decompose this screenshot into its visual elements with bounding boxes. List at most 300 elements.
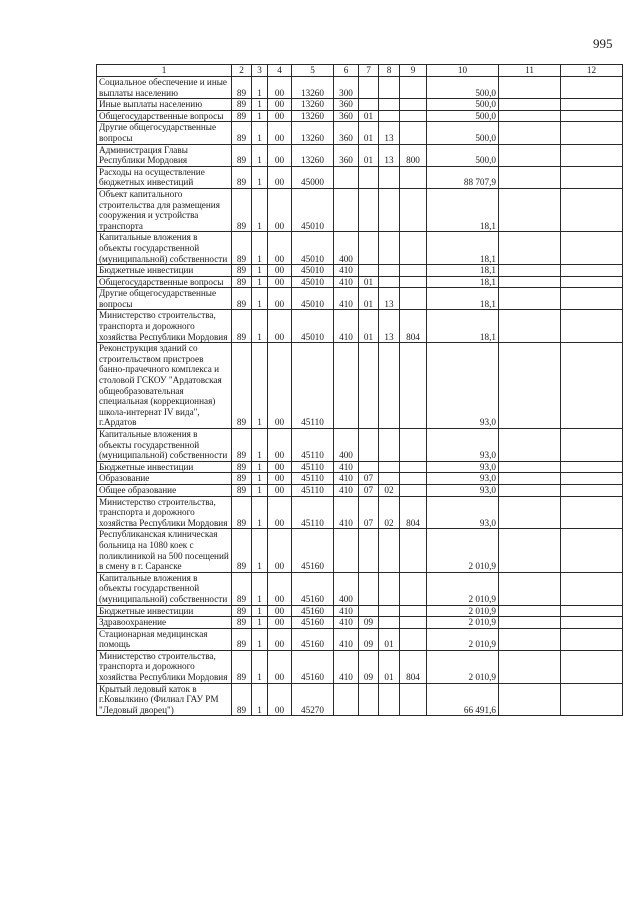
row-name: Социальное обеспечение и иные выплаты населению xyxy=(97,77,232,99)
section-code: 1 xyxy=(252,628,268,650)
budget-code: 89 xyxy=(232,310,252,343)
budget-code: 89 xyxy=(232,288,252,310)
amount: 18,1 xyxy=(427,288,499,310)
row-name: Министерство строительства, транспорта и дорожного хозяйства Республики Мордовия xyxy=(97,650,232,683)
subchapter-code xyxy=(379,77,400,99)
amount: 500,0 xyxy=(427,77,499,99)
empty-cell-col-11 xyxy=(499,310,561,343)
budget-code: 89 xyxy=(232,529,252,572)
empty-cell-col-11 xyxy=(499,529,561,572)
target-article-code: 45110 xyxy=(292,343,334,429)
expense-type-code: 410 xyxy=(334,265,359,277)
subchapter-code: 02 xyxy=(379,484,400,496)
empty-cell-col-12 xyxy=(561,628,623,650)
chapter-code xyxy=(359,605,379,617)
budget-code: 89 xyxy=(232,683,252,716)
expense-type-code: 400 xyxy=(334,429,359,462)
section-code: 1 xyxy=(252,617,268,629)
column-header: 5 xyxy=(292,65,334,77)
subchapter-code xyxy=(379,276,400,288)
empty-cell-col-11 xyxy=(499,232,561,265)
table-row xyxy=(97,484,623,496)
budget-code: 89 xyxy=(232,473,252,485)
subsection-code: 00 xyxy=(268,650,292,683)
subchapter-code xyxy=(379,166,400,188)
subchapter-code xyxy=(379,232,400,265)
table-row xyxy=(97,605,623,617)
amount: 93,0 xyxy=(427,461,499,473)
row-name: Другие общегосударственные вопросы xyxy=(97,122,232,144)
empty-cell-col-11 xyxy=(499,99,561,111)
empty-cell-col-11 xyxy=(499,144,561,166)
row-name: Капитальные вложения в объекты государственной (муниципальной) собственности xyxy=(97,232,232,265)
budget-code: 89 xyxy=(232,496,252,529)
target-article-code: 45110 xyxy=(292,473,334,485)
department-code: 804 xyxy=(400,650,427,683)
budget-code: 89 xyxy=(232,628,252,650)
chapter-code xyxy=(359,461,379,473)
chapter-code xyxy=(359,429,379,462)
table-row xyxy=(97,232,623,265)
section-code: 1 xyxy=(252,650,268,683)
budget-code: 89 xyxy=(232,77,252,99)
chapter-code xyxy=(359,77,379,99)
empty-cell-col-12 xyxy=(561,122,623,144)
section-code: 1 xyxy=(252,188,268,231)
chapter-code xyxy=(359,265,379,277)
department-code xyxy=(400,166,427,188)
chapter-code xyxy=(359,166,379,188)
amount: 500,0 xyxy=(427,99,499,111)
section-code: 1 xyxy=(252,461,268,473)
amount: 93,0 xyxy=(427,429,499,462)
department-code xyxy=(400,99,427,111)
subchapter-code xyxy=(379,683,400,716)
subchapter-code xyxy=(379,473,400,485)
section-code: 1 xyxy=(252,484,268,496)
department-code xyxy=(400,529,427,572)
empty-cell-col-11 xyxy=(499,572,561,605)
subsection-code: 00 xyxy=(268,484,292,496)
department-code xyxy=(400,110,427,122)
budget-code: 89 xyxy=(232,461,252,473)
expense-type-code: 410 xyxy=(334,605,359,617)
target-article-code: 45010 xyxy=(292,188,334,231)
table-row xyxy=(97,429,623,462)
section-code: 1 xyxy=(252,122,268,144)
empty-cell-col-12 xyxy=(561,650,623,683)
department-code: 804 xyxy=(400,310,427,343)
empty-cell-col-11 xyxy=(499,429,561,462)
expense-type-code: 410 xyxy=(334,276,359,288)
amount: 18,1 xyxy=(427,232,499,265)
table-row xyxy=(97,683,623,716)
page-number: 995 xyxy=(593,36,613,51)
chapter-code xyxy=(359,188,379,231)
expense-type-code: 410 xyxy=(334,461,359,473)
amount: 18,1 xyxy=(427,310,499,343)
department-code xyxy=(400,461,427,473)
subsection-code: 00 xyxy=(268,232,292,265)
target-article-code: 45160 xyxy=(292,572,334,605)
empty-cell-col-12 xyxy=(561,461,623,473)
row-name: Общегосударственные вопросы xyxy=(97,110,232,122)
budget-code: 89 xyxy=(232,429,252,462)
department-code xyxy=(400,617,427,629)
target-article-code: 45000 xyxy=(292,166,334,188)
amount: 18,1 xyxy=(427,188,499,231)
expense-type-code: 410 xyxy=(334,310,359,343)
target-article-code: 45010 xyxy=(292,265,334,277)
chapter-code xyxy=(359,343,379,429)
section-code: 1 xyxy=(252,110,268,122)
empty-cell-col-11 xyxy=(499,473,561,485)
section-code: 1 xyxy=(252,572,268,605)
subsection-code: 00 xyxy=(268,288,292,310)
empty-cell-col-11 xyxy=(499,166,561,188)
empty-cell-col-12 xyxy=(561,77,623,99)
empty-cell-col-11 xyxy=(499,484,561,496)
empty-cell-col-11 xyxy=(499,110,561,122)
chapter-code: 01 xyxy=(359,276,379,288)
empty-cell-col-12 xyxy=(561,232,623,265)
subchapter-code xyxy=(379,265,400,277)
target-article-code: 13260 xyxy=(292,99,334,111)
subchapter-code xyxy=(379,188,400,231)
target-article-code: 45110 xyxy=(292,429,334,462)
section-code: 1 xyxy=(252,529,268,572)
subchapter-code: 13 xyxy=(379,122,400,144)
amount: 2 010,9 xyxy=(427,617,499,629)
column-header: 11 xyxy=(499,65,561,77)
empty-cell-col-11 xyxy=(499,650,561,683)
empty-cell-col-11 xyxy=(499,276,561,288)
chapter-code: 07 xyxy=(359,484,379,496)
amount: 18,1 xyxy=(427,265,499,277)
subsection-code: 00 xyxy=(268,683,292,716)
empty-cell-col-12 xyxy=(561,288,623,310)
row-name: Общегосударственные вопросы xyxy=(97,276,232,288)
subsection-code: 00 xyxy=(268,605,292,617)
empty-cell-col-12 xyxy=(561,496,623,529)
chapter-code: 01 xyxy=(359,122,379,144)
subsection-code: 00 xyxy=(268,461,292,473)
empty-cell-col-12 xyxy=(561,683,623,716)
empty-cell-col-12 xyxy=(561,110,623,122)
department-code xyxy=(400,232,427,265)
amount: 500,0 xyxy=(427,122,499,144)
subchapter-code xyxy=(379,617,400,629)
section-code: 1 xyxy=(252,99,268,111)
table-row xyxy=(97,144,623,166)
empty-cell-col-12 xyxy=(561,429,623,462)
column-header: 10 xyxy=(427,65,499,77)
row-name: Стационарная медицинская помощь xyxy=(97,628,232,650)
expense-type-code xyxy=(334,188,359,231)
subsection-code: 00 xyxy=(268,122,292,144)
row-name: Расходы на осуществление бюджетных инвестиций xyxy=(97,166,232,188)
amount: 2 010,9 xyxy=(427,628,499,650)
department-code xyxy=(400,484,427,496)
empty-cell-col-11 xyxy=(499,461,561,473)
amount: 93,0 xyxy=(427,484,499,496)
department-code xyxy=(400,122,427,144)
empty-cell-col-11 xyxy=(499,496,561,529)
expense-type-code: 410 xyxy=(334,650,359,683)
subchapter-code: 13 xyxy=(379,310,400,343)
empty-cell-col-12 xyxy=(561,484,623,496)
subsection-code: 00 xyxy=(268,572,292,605)
section-code: 1 xyxy=(252,265,268,277)
table-row xyxy=(97,572,623,605)
budget-code: 89 xyxy=(232,188,252,231)
department-code xyxy=(400,77,427,99)
department-code: 800 xyxy=(400,144,427,166)
expense-type-code xyxy=(334,166,359,188)
subsection-code: 00 xyxy=(268,496,292,529)
expense-type-code: 360 xyxy=(334,99,359,111)
target-article-code: 45160 xyxy=(292,605,334,617)
subchapter-code xyxy=(379,343,400,429)
empty-cell-col-12 xyxy=(561,166,623,188)
section-code: 1 xyxy=(252,605,268,617)
subsection-code: 00 xyxy=(268,166,292,188)
department-code xyxy=(400,473,427,485)
amount: 2 010,9 xyxy=(427,605,499,617)
empty-cell-col-12 xyxy=(561,605,623,617)
budget-code: 89 xyxy=(232,166,252,188)
empty-cell-col-11 xyxy=(499,265,561,277)
empty-cell-col-12 xyxy=(561,310,623,343)
section-code: 1 xyxy=(252,276,268,288)
table-row xyxy=(97,496,623,529)
target-article-code: 45010 xyxy=(292,288,334,310)
row-name: Министерство строительства, транспорта и дорожного хозяйства Республики Мордовия xyxy=(97,496,232,529)
chapter-code xyxy=(359,529,379,572)
table-row xyxy=(97,276,623,288)
budget-code: 89 xyxy=(232,144,252,166)
chapter-code: 09 xyxy=(359,650,379,683)
subsection-code: 00 xyxy=(268,188,292,231)
expense-type-code: 410 xyxy=(334,628,359,650)
department-code xyxy=(400,628,427,650)
table-row xyxy=(97,77,623,99)
budget-code: 89 xyxy=(232,99,252,111)
amount: 500,0 xyxy=(427,144,499,166)
row-name: Бюджетные инвестиции xyxy=(97,265,232,277)
row-name: Образование xyxy=(97,473,232,485)
chapter-code xyxy=(359,683,379,716)
chapter-code: 09 xyxy=(359,628,379,650)
empty-cell-col-11 xyxy=(499,77,561,99)
subchapter-code xyxy=(379,429,400,462)
section-code: 1 xyxy=(252,288,268,310)
column-header: 4 xyxy=(268,65,292,77)
target-article-code: 45160 xyxy=(292,628,334,650)
target-article-code: 13260 xyxy=(292,122,334,144)
amount: 500,0 xyxy=(427,110,499,122)
row-name: Администрация Главы Республики Мордовия xyxy=(97,144,232,166)
subsection-code: 00 xyxy=(268,99,292,111)
amount: 93,0 xyxy=(427,343,499,429)
target-article-code: 45110 xyxy=(292,461,334,473)
expense-type-code: 360 xyxy=(334,110,359,122)
expense-type-code: 410 xyxy=(334,617,359,629)
target-article-code: 45110 xyxy=(292,484,334,496)
target-article-code: 45010 xyxy=(292,232,334,265)
empty-cell-col-11 xyxy=(499,122,561,144)
empty-cell-col-12 xyxy=(561,473,623,485)
row-name: Капитальные вложения в объекты государственной (муниципальной) собственности xyxy=(97,429,232,462)
column-header: 12 xyxy=(561,65,623,77)
row-name: Здравоохранение xyxy=(97,617,232,629)
subsection-code: 00 xyxy=(268,310,292,343)
expense-type-code xyxy=(334,683,359,716)
empty-cell-col-12 xyxy=(561,572,623,605)
department-code xyxy=(400,343,427,429)
empty-cell-col-12 xyxy=(561,265,623,277)
table-row xyxy=(97,99,623,111)
expense-type-code xyxy=(334,529,359,572)
table-row xyxy=(97,343,623,429)
department-code xyxy=(400,572,427,605)
subsection-code: 00 xyxy=(268,77,292,99)
row-name: Реконструкция зданий со строительством пристроев банно-прачечного комплекса и столовой ГСКОУ "Ардатовская общеобразовательная специальная (коррекционная) школа-интернат IV вида", г.Ардатов xyxy=(97,343,232,429)
empty-cell-col-12 xyxy=(561,144,623,166)
expense-type-code: 360 xyxy=(334,122,359,144)
department-code: 804 xyxy=(400,496,427,529)
empty-cell-col-12 xyxy=(561,343,623,429)
row-name: Бюджетные инвестиции xyxy=(97,605,232,617)
department-code xyxy=(400,683,427,716)
table-header-row xyxy=(97,65,623,77)
section-code: 1 xyxy=(252,496,268,529)
expense-type-code: 410 xyxy=(334,484,359,496)
budget-code: 89 xyxy=(232,276,252,288)
expense-type-code: 410 xyxy=(334,288,359,310)
chapter-code: 09 xyxy=(359,617,379,629)
empty-cell-col-11 xyxy=(499,343,561,429)
subsection-code: 00 xyxy=(268,144,292,166)
expense-type-code: 410 xyxy=(334,496,359,529)
budget-code: 89 xyxy=(232,617,252,629)
section-code: 1 xyxy=(252,683,268,716)
budget-code: 89 xyxy=(232,110,252,122)
expense-type-code: 410 xyxy=(334,473,359,485)
amount: 2 010,9 xyxy=(427,650,499,683)
row-name: Другие общегосударственные вопросы xyxy=(97,288,232,310)
column-header: 6 xyxy=(334,65,359,77)
subsection-code: 00 xyxy=(268,110,292,122)
target-article-code: 45160 xyxy=(292,617,334,629)
column-header: 1 xyxy=(97,65,232,77)
subsection-code: 00 xyxy=(268,429,292,462)
table-body xyxy=(97,77,623,716)
department-code xyxy=(400,429,427,462)
budget-code: 89 xyxy=(232,232,252,265)
empty-cell-col-11 xyxy=(499,628,561,650)
budget-code: 89 xyxy=(232,484,252,496)
target-article-code: 45010 xyxy=(292,310,334,343)
budget-code: 89 xyxy=(232,605,252,617)
amount: 88 707,9 xyxy=(427,166,499,188)
subchapter-code: 13 xyxy=(379,288,400,310)
target-article-code: 13260 xyxy=(292,110,334,122)
column-header: 9 xyxy=(400,65,427,77)
expense-type-code xyxy=(334,343,359,429)
target-article-code: 13260 xyxy=(292,144,334,166)
table-row xyxy=(97,461,623,473)
empty-cell-col-12 xyxy=(561,529,623,572)
amount: 66 491,6 xyxy=(427,683,499,716)
section-code: 1 xyxy=(252,473,268,485)
chapter-code xyxy=(359,99,379,111)
expense-type-code: 300 xyxy=(334,77,359,99)
empty-cell-col-11 xyxy=(499,188,561,231)
chapter-code: 01 xyxy=(359,288,379,310)
chapter-code: 07 xyxy=(359,473,379,485)
target-article-code: 45110 xyxy=(292,496,334,529)
target-article-code: 45010 xyxy=(292,276,334,288)
expense-type-code: 400 xyxy=(334,572,359,605)
empty-cell-col-11 xyxy=(499,605,561,617)
table-row xyxy=(97,288,623,310)
subsection-code: 00 xyxy=(268,265,292,277)
chapter-code: 07 xyxy=(359,496,379,529)
row-name: Бюджетные инвестиции xyxy=(97,461,232,473)
subsection-code: 00 xyxy=(268,617,292,629)
row-name: Общее образование xyxy=(97,484,232,496)
budget-code: 89 xyxy=(232,265,252,277)
chapter-code: 01 xyxy=(359,310,379,343)
row-name: Министерство строительства, транспорта и дорожного хозяйства Республики Мордовия xyxy=(97,310,232,343)
table-row xyxy=(97,166,623,188)
subsection-code: 00 xyxy=(268,276,292,288)
column-header: 8 xyxy=(379,65,400,77)
subchapter-code xyxy=(379,99,400,111)
table-row xyxy=(97,628,623,650)
subsection-code: 00 xyxy=(268,628,292,650)
section-code: 1 xyxy=(252,232,268,265)
subsection-code: 00 xyxy=(268,473,292,485)
row-name: Крытый ледовый каток в г.Ковылкино (Филиал ГАУ РМ "Ледовый дворец") xyxy=(97,683,232,716)
row-name: Иные выплаты населению xyxy=(97,99,232,111)
amount: 2 010,9 xyxy=(427,529,499,572)
amount: 2 010,9 xyxy=(427,572,499,605)
column-header: 3 xyxy=(252,65,268,77)
empty-cell-col-12 xyxy=(561,99,623,111)
section-code: 1 xyxy=(252,144,268,166)
table-row xyxy=(97,617,623,629)
amount: 18,1 xyxy=(427,276,499,288)
target-article-code: 45160 xyxy=(292,529,334,572)
department-code xyxy=(400,188,427,231)
empty-cell-col-11 xyxy=(499,683,561,716)
empty-cell-col-12 xyxy=(561,276,623,288)
subchapter-code xyxy=(379,529,400,572)
chapter-code xyxy=(359,572,379,605)
row-name: Капитальные вложения в объекты государственной (муниципальной) собственности xyxy=(97,572,232,605)
column-header: 7 xyxy=(359,65,379,77)
subchapter-code xyxy=(379,605,400,617)
table-row xyxy=(97,122,623,144)
subsection-code: 00 xyxy=(268,343,292,429)
budget-code: 89 xyxy=(232,650,252,683)
budget-code: 89 xyxy=(232,122,252,144)
chapter-code: 01 xyxy=(359,144,379,166)
subchapter-code: 02 xyxy=(379,496,400,529)
target-article-code: 45270 xyxy=(292,683,334,716)
